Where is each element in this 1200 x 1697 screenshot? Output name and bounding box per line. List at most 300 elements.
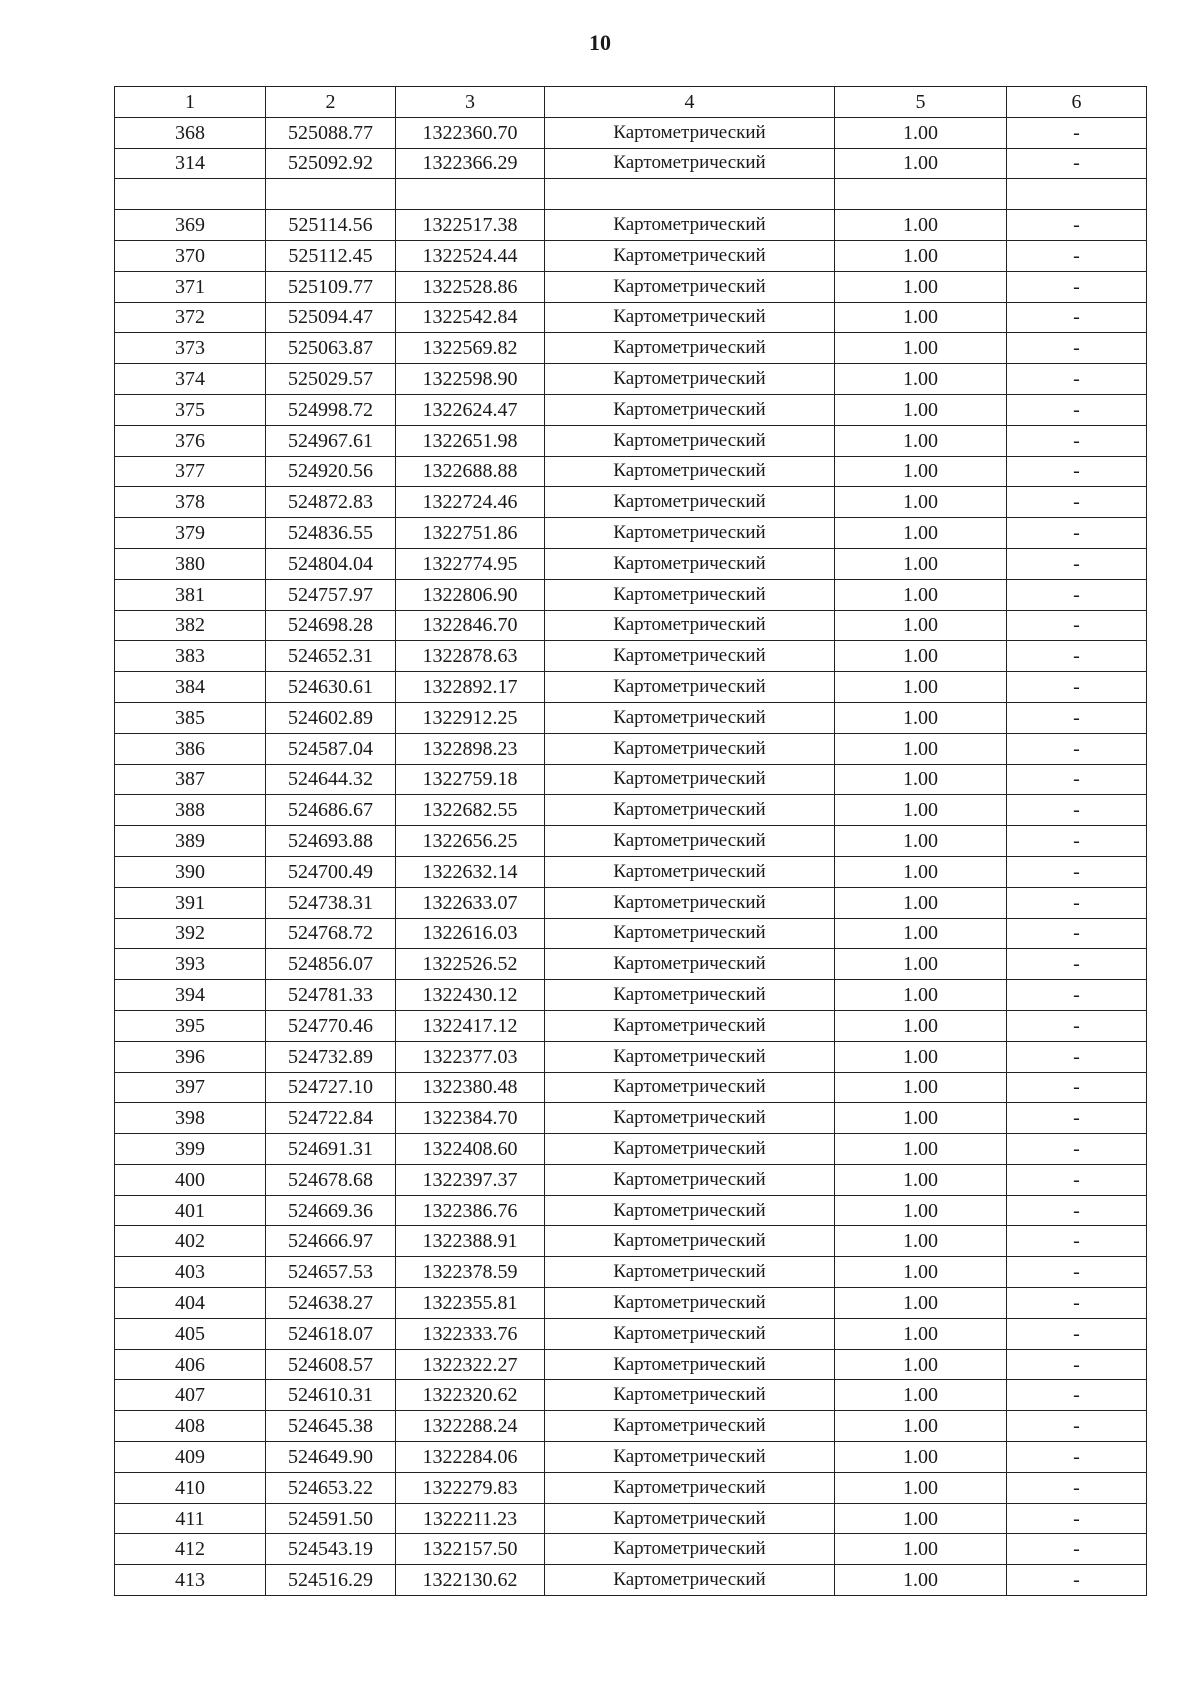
accuracy-cell: 1.00 xyxy=(835,1226,1007,1257)
accuracy-cell: 1.00 xyxy=(835,918,1007,949)
table-row xyxy=(115,210,1147,241)
table-row xyxy=(115,702,1147,733)
method-cell: Картометрический xyxy=(545,641,835,672)
y-coordinate-cell: 1322384.70 xyxy=(396,1103,545,1134)
x-coordinate-cell: 524722.84 xyxy=(266,1103,396,1134)
x-coordinate-cell: 524602.89 xyxy=(266,702,396,733)
x-coordinate-cell: 524666.97 xyxy=(266,1226,396,1257)
method-cell: Картометрический xyxy=(545,210,835,241)
table-row xyxy=(115,1134,1147,1165)
x-coordinate-cell: 524732.89 xyxy=(266,1041,396,1072)
description-cell: - xyxy=(1007,394,1147,425)
method-cell: Картометрический xyxy=(545,333,835,364)
y-coordinate-cell: 1322284.06 xyxy=(396,1442,545,1473)
description-cell: - xyxy=(1007,1257,1147,1288)
method-cell: Картометрический xyxy=(545,1041,835,1072)
x-coordinate-cell: 525109.77 xyxy=(266,271,396,302)
table-row xyxy=(115,980,1147,1011)
method-cell: Картометрический xyxy=(545,456,835,487)
description-cell: - xyxy=(1007,826,1147,857)
page-number: 10 xyxy=(589,30,611,55)
point-number-cell: 402 xyxy=(115,1226,266,1257)
x-coordinate-cell: 525092.92 xyxy=(266,148,396,179)
y-coordinate-cell: 1322517.38 xyxy=(396,210,545,241)
method-cell: Картометрический xyxy=(545,610,835,641)
y-coordinate-cell: 1322417.12 xyxy=(396,1010,545,1041)
table-row xyxy=(115,487,1147,518)
point-number-cell: 394 xyxy=(115,980,266,1011)
table-row xyxy=(115,826,1147,857)
y-coordinate-cell: 1322320.62 xyxy=(396,1380,545,1411)
x-coordinate-cell: 524645.38 xyxy=(266,1411,396,1442)
point-number-cell: 386 xyxy=(115,733,266,764)
description-cell: - xyxy=(1007,1288,1147,1319)
y-coordinate-cell: 1322430.12 xyxy=(396,980,545,1011)
accuracy-cell: 1.00 xyxy=(835,610,1007,641)
description-cell: - xyxy=(1007,1041,1147,1072)
description-cell xyxy=(1007,179,1147,210)
accuracy-cell: 1.00 xyxy=(835,1349,1007,1380)
point-number-cell: 384 xyxy=(115,672,266,703)
column-header-2: 2 xyxy=(266,87,396,118)
x-coordinate-cell: 524638.27 xyxy=(266,1288,396,1319)
method-cell: Картометрический xyxy=(545,1103,835,1134)
table-row xyxy=(115,1010,1147,1041)
description-cell: - xyxy=(1007,1318,1147,1349)
point-number-cell: 382 xyxy=(115,610,266,641)
method-cell: Картометрический xyxy=(545,1565,835,1596)
header-row xyxy=(115,87,1147,118)
description-cell: - xyxy=(1007,949,1147,980)
table-row xyxy=(115,672,1147,703)
method-cell: Картометрический xyxy=(545,1226,835,1257)
accuracy-cell: 1.00 xyxy=(835,1411,1007,1442)
x-coordinate-cell: 524738.31 xyxy=(266,887,396,918)
accuracy-cell: 1.00 xyxy=(835,1442,1007,1473)
x-coordinate-cell: 524649.90 xyxy=(266,1442,396,1473)
x-coordinate-cell: 524770.46 xyxy=(266,1010,396,1041)
point-number-cell: 398 xyxy=(115,1103,266,1134)
accuracy-cell: 1.00 xyxy=(835,425,1007,456)
method-cell: Картометрический xyxy=(545,1503,835,1534)
y-coordinate-cell: 1322524.44 xyxy=(396,240,545,271)
y-coordinate-cell: 1322388.91 xyxy=(396,1226,545,1257)
table-row xyxy=(115,1288,1147,1319)
point-number-cell: 381 xyxy=(115,579,266,610)
accuracy-cell: 1.00 xyxy=(835,518,1007,549)
point-number-cell: 409 xyxy=(115,1442,266,1473)
accuracy-cell: 1.00 xyxy=(835,1472,1007,1503)
method-cell: Картометрический xyxy=(545,1164,835,1195)
point-number-cell: 371 xyxy=(115,271,266,302)
y-coordinate-cell: 1322526.52 xyxy=(396,949,545,980)
x-coordinate-cell: 525114.56 xyxy=(266,210,396,241)
accuracy-cell: 1.00 xyxy=(835,702,1007,733)
table-row xyxy=(115,579,1147,610)
y-coordinate-cell: 1322724.46 xyxy=(396,487,545,518)
description-cell: - xyxy=(1007,333,1147,364)
point-number-cell: 379 xyxy=(115,518,266,549)
x-coordinate-cell: 524610.31 xyxy=(266,1380,396,1411)
x-coordinate-cell: 524804.04 xyxy=(266,548,396,579)
method-cell: Картометрический xyxy=(545,394,835,425)
point-number-cell: 378 xyxy=(115,487,266,518)
table-row xyxy=(115,1472,1147,1503)
point-number-cell: 389 xyxy=(115,826,266,857)
method-cell: Картометрический xyxy=(545,425,835,456)
accuracy-cell: 1.00 xyxy=(835,949,1007,980)
point-number-cell: 412 xyxy=(115,1534,266,1565)
table-row xyxy=(115,1103,1147,1134)
x-coordinate-cell: 524967.61 xyxy=(266,425,396,456)
method-cell: Картометрический xyxy=(545,672,835,703)
x-coordinate-cell: 524630.61 xyxy=(266,672,396,703)
y-coordinate-cell: 1322157.50 xyxy=(396,1534,545,1565)
table-row xyxy=(115,1349,1147,1380)
x-coordinate-cell: 524856.07 xyxy=(266,949,396,980)
description-cell: - xyxy=(1007,240,1147,271)
accuracy-cell: 1.00 xyxy=(835,210,1007,241)
y-coordinate-cell: 1322360.70 xyxy=(396,117,545,148)
table-row xyxy=(115,518,1147,549)
column-header-3: 3 xyxy=(396,87,545,118)
description-cell: - xyxy=(1007,1134,1147,1165)
point-number-cell: 393 xyxy=(115,949,266,980)
point-number-cell: 405 xyxy=(115,1318,266,1349)
description-cell: - xyxy=(1007,1503,1147,1534)
point-number-cell: 408 xyxy=(115,1411,266,1442)
description-cell: - xyxy=(1007,579,1147,610)
x-coordinate-cell: 524920.56 xyxy=(266,456,396,487)
description-cell: - xyxy=(1007,1411,1147,1442)
description-cell: - xyxy=(1007,1164,1147,1195)
point-number-cell: 400 xyxy=(115,1164,266,1195)
table-row xyxy=(115,1072,1147,1103)
x-coordinate-cell: 525063.87 xyxy=(266,333,396,364)
point-number-cell: 395 xyxy=(115,1010,266,1041)
point-number-cell: 403 xyxy=(115,1257,266,1288)
table-row xyxy=(115,240,1147,271)
x-coordinate-cell: 524653.22 xyxy=(266,1472,396,1503)
accuracy-cell: 1.00 xyxy=(835,487,1007,518)
point-number-cell: 387 xyxy=(115,764,266,795)
description-cell: - xyxy=(1007,610,1147,641)
y-coordinate-cell: 1322355.81 xyxy=(396,1288,545,1319)
accuracy-cell: 1.00 xyxy=(835,1103,1007,1134)
method-cell: Картометрический xyxy=(545,487,835,518)
table-row xyxy=(115,918,1147,949)
x-coordinate-cell: 524768.72 xyxy=(266,918,396,949)
method-cell: Картометрический xyxy=(545,1195,835,1226)
method-cell: Картометрический xyxy=(545,240,835,271)
description-cell: - xyxy=(1007,1380,1147,1411)
point-number-cell: 314 xyxy=(115,148,266,179)
description-cell: - xyxy=(1007,1072,1147,1103)
accuracy-cell: 1.00 xyxy=(835,1565,1007,1596)
y-coordinate-cell: 1322279.83 xyxy=(396,1472,545,1503)
method-cell: Картометрический xyxy=(545,1411,835,1442)
y-coordinate-cell: 1322682.55 xyxy=(396,795,545,826)
method-cell: Картометрический xyxy=(545,1534,835,1565)
description-cell: - xyxy=(1007,1010,1147,1041)
description-cell: - xyxy=(1007,702,1147,733)
description-cell: - xyxy=(1007,364,1147,395)
accuracy-cell: 1.00 xyxy=(835,394,1007,425)
table-row xyxy=(115,456,1147,487)
table-row xyxy=(115,1318,1147,1349)
y-coordinate-cell: 1322408.60 xyxy=(396,1134,545,1165)
x-coordinate-cell: 524757.97 xyxy=(266,579,396,610)
x-coordinate-cell xyxy=(266,179,396,210)
table-row xyxy=(115,795,1147,826)
point-number-cell: 380 xyxy=(115,548,266,579)
description-cell: - xyxy=(1007,425,1147,456)
method-cell: Картометрический xyxy=(545,826,835,857)
y-coordinate-cell: 1322528.86 xyxy=(396,271,545,302)
point-number-cell: 368 xyxy=(115,117,266,148)
table-row xyxy=(115,610,1147,641)
y-coordinate-cell: 1322211.23 xyxy=(396,1503,545,1534)
table-row xyxy=(115,949,1147,980)
x-coordinate-cell: 524608.57 xyxy=(266,1349,396,1380)
y-coordinate-cell: 1322806.90 xyxy=(396,579,545,610)
method-cell: Картометрический xyxy=(545,887,835,918)
method-cell: Картометрический xyxy=(545,1318,835,1349)
description-cell: - xyxy=(1007,980,1147,1011)
point-number-cell: 374 xyxy=(115,364,266,395)
point-number-cell: 397 xyxy=(115,1072,266,1103)
method-cell: Картометрический xyxy=(545,856,835,887)
y-coordinate-cell: 1322598.90 xyxy=(396,364,545,395)
x-coordinate-cell: 524516.29 xyxy=(266,1565,396,1596)
table-row xyxy=(115,1380,1147,1411)
table-body xyxy=(115,117,1147,1595)
accuracy-cell: 1.00 xyxy=(835,1318,1007,1349)
method-cell: Картометрический xyxy=(545,1442,835,1473)
table-row xyxy=(115,733,1147,764)
x-coordinate-cell: 524998.72 xyxy=(266,394,396,425)
point-number-cell: 410 xyxy=(115,1472,266,1503)
description-cell: - xyxy=(1007,456,1147,487)
accuracy-cell: 1.00 xyxy=(835,148,1007,179)
table-row xyxy=(115,856,1147,887)
y-coordinate-cell: 1322386.76 xyxy=(396,1195,545,1226)
description-cell: - xyxy=(1007,548,1147,579)
point-number-cell xyxy=(115,179,266,210)
description-cell: - xyxy=(1007,672,1147,703)
accuracy-cell: 1.00 xyxy=(835,302,1007,333)
description-cell: - xyxy=(1007,210,1147,241)
table-row xyxy=(115,271,1147,302)
description-cell: - xyxy=(1007,1442,1147,1473)
method-cell: Картометрический xyxy=(545,1380,835,1411)
table-row xyxy=(115,302,1147,333)
point-number-cell: 388 xyxy=(115,795,266,826)
method-cell: Картометрический xyxy=(545,1349,835,1380)
x-coordinate-cell: 524700.49 xyxy=(266,856,396,887)
table-row xyxy=(115,117,1147,148)
x-coordinate-cell: 525029.57 xyxy=(266,364,396,395)
x-coordinate-cell: 524836.55 xyxy=(266,518,396,549)
point-number-cell: 399 xyxy=(115,1134,266,1165)
accuracy-cell: 1.00 xyxy=(835,1503,1007,1534)
method-cell: Картометрический xyxy=(545,1472,835,1503)
point-number-cell: 385 xyxy=(115,702,266,733)
column-header-5: 5 xyxy=(835,87,1007,118)
x-coordinate-cell: 524652.31 xyxy=(266,641,396,672)
method-cell: Картометрический xyxy=(545,117,835,148)
point-number-cell: 406 xyxy=(115,1349,266,1380)
description-cell: - xyxy=(1007,302,1147,333)
method-cell: Картометрический xyxy=(545,302,835,333)
point-number-cell: 390 xyxy=(115,856,266,887)
y-coordinate-cell: 1322898.23 xyxy=(396,733,545,764)
description-cell: - xyxy=(1007,1226,1147,1257)
y-coordinate-cell: 1322656.25 xyxy=(396,826,545,857)
point-number-cell: 401 xyxy=(115,1195,266,1226)
y-coordinate-cell: 1322333.76 xyxy=(396,1318,545,1349)
method-cell: Картометрический xyxy=(545,918,835,949)
y-coordinate-cell: 1322688.88 xyxy=(396,456,545,487)
accuracy-cell: 1.00 xyxy=(835,1072,1007,1103)
method-cell: Картометрический xyxy=(545,980,835,1011)
point-number-cell: 391 xyxy=(115,887,266,918)
accuracy-cell: 1.00 xyxy=(835,548,1007,579)
description-cell: - xyxy=(1007,1195,1147,1226)
point-number-cell: 370 xyxy=(115,240,266,271)
method-cell: Картометрический xyxy=(545,271,835,302)
table-row xyxy=(115,1257,1147,1288)
accuracy-cell: 1.00 xyxy=(835,887,1007,918)
y-coordinate-cell: 1322632.14 xyxy=(396,856,545,887)
accuracy-cell: 1.00 xyxy=(835,579,1007,610)
x-coordinate-cell: 524618.07 xyxy=(266,1318,396,1349)
x-coordinate-cell: 524698.28 xyxy=(266,610,396,641)
accuracy-cell: 1.00 xyxy=(835,1257,1007,1288)
table-row xyxy=(115,333,1147,364)
accuracy-cell: 1.00 xyxy=(835,333,1007,364)
method-cell: Картометрический xyxy=(545,548,835,579)
method-cell: Картометрический xyxy=(545,795,835,826)
table-row xyxy=(115,179,1147,210)
y-coordinate-cell: 1322569.82 xyxy=(396,333,545,364)
point-number-cell: 383 xyxy=(115,641,266,672)
x-coordinate-cell: 524587.04 xyxy=(266,733,396,764)
table-row xyxy=(115,1565,1147,1596)
y-coordinate-cell: 1322366.29 xyxy=(396,148,545,179)
accuracy-cell: 1.00 xyxy=(835,1288,1007,1319)
accuracy-cell: 1.00 xyxy=(835,456,1007,487)
table-row xyxy=(115,394,1147,425)
description-cell: - xyxy=(1007,918,1147,949)
y-coordinate-cell: 1322892.17 xyxy=(396,672,545,703)
description-cell: - xyxy=(1007,487,1147,518)
method-cell: Картометрический xyxy=(545,764,835,795)
point-number-cell: 407 xyxy=(115,1380,266,1411)
x-coordinate-cell: 524872.83 xyxy=(266,487,396,518)
table-row xyxy=(115,1442,1147,1473)
point-number-cell: 376 xyxy=(115,425,266,456)
accuracy-cell: 1.00 xyxy=(835,641,1007,672)
y-coordinate-cell: 1322397.37 xyxy=(396,1164,545,1195)
description-cell: - xyxy=(1007,271,1147,302)
description-cell: - xyxy=(1007,117,1147,148)
description-cell: - xyxy=(1007,1349,1147,1380)
accuracy-cell: 1.00 xyxy=(835,1010,1007,1041)
method-cell: Картометрический xyxy=(545,702,835,733)
y-coordinate-cell: 1322751.86 xyxy=(396,518,545,549)
table-row xyxy=(115,1195,1147,1226)
column-header-1: 1 xyxy=(115,87,266,118)
y-coordinate-cell: 1322912.25 xyxy=(396,702,545,733)
y-coordinate-cell: 1322846.70 xyxy=(396,610,545,641)
accuracy-cell: 1.00 xyxy=(835,856,1007,887)
x-coordinate-cell: 524727.10 xyxy=(266,1072,396,1103)
accuracy-cell: 1.00 xyxy=(835,240,1007,271)
x-coordinate-cell: 524691.31 xyxy=(266,1134,396,1165)
accuracy-cell: 1.00 xyxy=(835,117,1007,148)
column-header-4: 4 xyxy=(545,87,835,118)
y-coordinate-cell: 1322288.24 xyxy=(396,1411,545,1442)
table-row xyxy=(115,1503,1147,1534)
description-cell: - xyxy=(1007,518,1147,549)
accuracy-cell: 1.00 xyxy=(835,764,1007,795)
accuracy-cell: 1.00 xyxy=(835,733,1007,764)
x-coordinate-cell: 525094.47 xyxy=(266,302,396,333)
x-coordinate-cell: 524591.50 xyxy=(266,1503,396,1534)
description-cell: - xyxy=(1007,795,1147,826)
accuracy-cell: 1.00 xyxy=(835,271,1007,302)
description-cell: - xyxy=(1007,733,1147,764)
point-number-cell: 375 xyxy=(115,394,266,425)
accuracy-cell: 1.00 xyxy=(835,1164,1007,1195)
accuracy-cell: 1.00 xyxy=(835,980,1007,1011)
method-cell: Картометрический xyxy=(545,579,835,610)
table-row xyxy=(115,1534,1147,1565)
x-coordinate-cell: 524686.67 xyxy=(266,795,396,826)
method-cell: Картометрический xyxy=(545,1134,835,1165)
x-coordinate-cell: 524693.88 xyxy=(266,826,396,857)
y-coordinate-cell: 1322624.47 xyxy=(396,394,545,425)
table-row xyxy=(115,548,1147,579)
accuracy-cell xyxy=(835,179,1007,210)
coordinates-table xyxy=(114,86,1147,1596)
column-header-6: 6 xyxy=(1007,87,1147,118)
accuracy-cell: 1.00 xyxy=(835,1041,1007,1072)
method-cell: Картометрический xyxy=(545,1257,835,1288)
method-cell: Картометрический xyxy=(545,1072,835,1103)
method-cell: Картометрический xyxy=(545,148,835,179)
method-cell xyxy=(545,179,835,210)
x-coordinate-cell: 524644.32 xyxy=(266,764,396,795)
y-coordinate-cell: 1322616.03 xyxy=(396,918,545,949)
point-number-cell: 411 xyxy=(115,1503,266,1534)
description-cell: - xyxy=(1007,764,1147,795)
point-number-cell: 369 xyxy=(115,210,266,241)
table-row xyxy=(115,887,1147,918)
description-cell: - xyxy=(1007,1472,1147,1503)
table-row xyxy=(115,148,1147,179)
point-number-cell: 377 xyxy=(115,456,266,487)
description-cell: - xyxy=(1007,1103,1147,1134)
y-coordinate-cell: 1322377.03 xyxy=(396,1041,545,1072)
y-coordinate-cell: 1322878.63 xyxy=(396,641,545,672)
y-coordinate-cell: 1322542.84 xyxy=(396,302,545,333)
accuracy-cell: 1.00 xyxy=(835,1195,1007,1226)
y-coordinate-cell: 1322378.59 xyxy=(396,1257,545,1288)
y-coordinate-cell xyxy=(396,179,545,210)
accuracy-cell: 1.00 xyxy=(835,826,1007,857)
